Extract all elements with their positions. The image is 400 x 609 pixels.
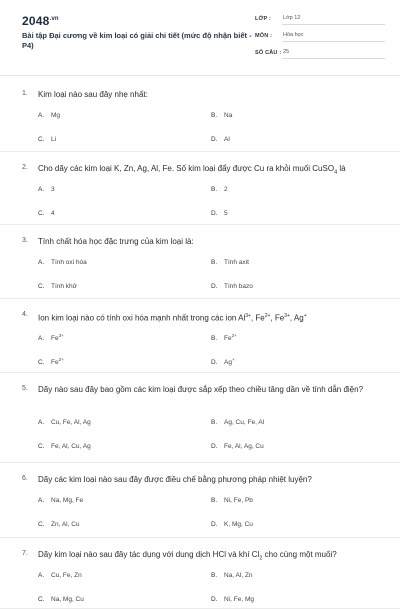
question-item: [0, 225, 400, 299]
option-letter: D.: [211, 283, 218, 290]
answer-option-c[interactable]: [38, 521, 80, 528]
option-text: $Fe^{2+}$: [224, 333, 237, 343]
option-text: Na: [224, 112, 233, 119]
question-number: 5.: [22, 385, 28, 392]
question-item: [0, 78, 400, 152]
option-text: 5: [224, 210, 228, 217]
option-text: $Fe^{2+}$: [51, 357, 64, 367]
option-text: $Fe^{3+}$: [51, 333, 64, 343]
question-header: [0, 373, 400, 396]
answer-option-a[interactable]: [38, 333, 64, 342]
question-text: Kim loại nào sau đây nhẹ nhất:: [38, 90, 148, 99]
answer-option-a[interactable]: [38, 259, 87, 266]
meta-row-class: [255, 14, 385, 31]
meta-underline: [282, 58, 385, 59]
document-title: Bài tập Đại cương về kim loại có giải chi tiết (mức độ nhận biết - P4): [22, 31, 252, 50]
answer-option-d[interactable]: [211, 443, 264, 450]
option-letter: B.: [211, 259, 218, 266]
answer-option-d[interactable]: [211, 283, 253, 290]
option-text: Tính axit: [224, 259, 249, 266]
worksheet-header: [0, 0, 400, 76]
option-letter: A.: [38, 497, 45, 504]
answer-option-c[interactable]: [38, 443, 91, 450]
option-text: Ag+: [224, 357, 235, 367]
meta-value: 25: [283, 49, 290, 55]
option-text: 4: [51, 210, 55, 217]
option-text: Mg: [51, 112, 61, 119]
option-text: 2: [224, 186, 228, 193]
question-item: [0, 299, 400, 373]
question-item: [0, 538, 400, 609]
answer-option-a[interactable]: [38, 112, 60, 119]
answer-option-a[interactable]: [38, 419, 91, 426]
header-divider: [0, 75, 400, 76]
option-letter: D.: [211, 136, 218, 143]
meta-key: SỐ CÂU :: [255, 50, 282, 56]
option-text: Cu, Fe, Al, Ag: [51, 419, 91, 426]
option-letter: D.: [211, 359, 218, 367]
answer-option-c[interactable]: [38, 210, 55, 217]
question-header: [0, 152, 400, 179]
question-text: Dãy các kim loại nào sau đây được điều chế bằng phương pháp nhiệt luyện?: [38, 475, 312, 484]
answer-option-b[interactable]: [211, 112, 232, 119]
answer-option-d[interactable]: [211, 136, 230, 143]
question-header: [0, 463, 400, 486]
answer-option-c[interactable]: [38, 136, 56, 143]
logo-suffix: .vn: [49, 16, 59, 22]
option-text: Ni, Fe, Pb: [224, 497, 253, 504]
option-letter: A.: [38, 419, 45, 426]
meta-row-subject: [255, 31, 385, 48]
meta-key: MÔN :: [255, 33, 273, 39]
answer-option-d[interactable]: [211, 210, 228, 217]
answer-option-b[interactable]: [211, 497, 253, 504]
option-text: Na, Mg, Cu: [51, 596, 84, 603]
option-text: Zn, Al, Cu: [51, 521, 80, 528]
option-text: Fe, Al, Cu, Ag: [51, 443, 91, 450]
option-letter: C.: [38, 210, 45, 217]
option-text: Tính bazo: [224, 283, 253, 290]
option-letter: D.: [211, 596, 218, 603]
question-text: Dãy nào sau đây bao gồm các kim loại được sắp xếp theo chiều tăng dần về tính dẫn điện?: [38, 385, 364, 394]
question-item: [0, 463, 400, 538]
meta-value: Lớp 12: [283, 15, 301, 21]
question-number: 4.: [22, 311, 28, 318]
option-letter: C.: [38, 359, 45, 367]
option-text: Cu, Fe, Zn: [51, 572, 82, 579]
option-letter: D.: [211, 521, 218, 528]
option-letter: A.: [38, 112, 45, 119]
question-header: [0, 225, 400, 248]
answer-option-b[interactable]: [211, 419, 264, 426]
question-number: 7.: [22, 550, 28, 557]
option-text: Li: [51, 136, 57, 143]
meta-underline: [282, 24, 385, 25]
meta-key: LỚP :: [255, 16, 271, 22]
question-item: [0, 373, 400, 463]
option-text: Al: [224, 136, 230, 143]
question-header: [0, 299, 400, 325]
answer-option-b[interactable]: [211, 186, 228, 193]
option-text: Fe, Al, Ag, Cu: [224, 443, 264, 450]
option-letter: B.: [211, 572, 218, 579]
answer-option-c[interactable]: [38, 357, 64, 366]
question-text: Ion kim loại nào có tính oxi hóa mạnh nhất trong các ion $Al^{3+}$, $Fe^{2+}$, $Fe^{3+}$, Ag+: [38, 313, 307, 323]
option-text: Ni, Fe, Mg: [224, 596, 254, 603]
option-text: Tính oxi hóa: [51, 259, 87, 266]
answer-option-a[interactable]: [38, 497, 83, 504]
logo-number: 2048: [22, 14, 50, 28]
question-header: [0, 78, 400, 101]
question-list: [0, 78, 400, 609]
answer-option-d[interactable]: [211, 521, 253, 528]
option-letter: B.: [211, 497, 218, 504]
answer-option-b[interactable]: [211, 259, 249, 266]
question-number: 3.: [22, 237, 28, 244]
option-letter: A.: [38, 572, 45, 579]
option-letter: B.: [211, 419, 218, 426]
question-header: [0, 538, 400, 565]
option-letter: A.: [38, 335, 45, 343]
option-text: 3: [51, 186, 55, 193]
option-text: Na, Mg, Fe: [51, 497, 84, 504]
option-letter: A.: [38, 259, 45, 266]
meta-panel: [255, 14, 385, 65]
option-text: Ag, Cu, Fe, Al: [224, 419, 265, 426]
option-letter: D.: [211, 210, 218, 217]
option-letter: B.: [211, 112, 218, 119]
option-text: Tính khử: [51, 283, 78, 290]
option-letter: C.: [38, 136, 45, 143]
meta-value: Hóa học: [283, 32, 304, 38]
option-letter: C.: [38, 443, 45, 450]
option-letter: C.: [38, 521, 45, 528]
question-number: 2.: [22, 164, 28, 171]
option-text: K, Mg, Cu: [224, 521, 253, 528]
option-letter: D.: [211, 443, 218, 450]
option-text: Na, Al, Zn: [224, 572, 253, 579]
question-number: 6.: [22, 475, 28, 482]
answer-option-b[interactable]: [211, 572, 253, 579]
option-letter: C.: [38, 596, 45, 603]
option-letter: C.: [38, 283, 45, 290]
answer-option-a[interactable]: [38, 186, 55, 193]
meta-row-count: [255, 48, 385, 65]
option-letter: B.: [211, 335, 218, 343]
answer-option-d[interactable]: [211, 357, 235, 366]
question-item: [0, 152, 400, 225]
question-number: 1.: [22, 90, 28, 97]
option-letter: A.: [38, 186, 45, 193]
option-letter: B.: [211, 186, 218, 193]
question-text: Tính chất hóa học đặc trưng của kim loại là:: [38, 237, 194, 246]
answer-option-c[interactable]: [38, 283, 77, 290]
site-logo[interactable]: [22, 14, 59, 28]
answer-option-a[interactable]: [38, 572, 82, 579]
answer-option-b[interactable]: [211, 333, 237, 342]
question-text: Cho dãy các kim loại K, Zn, Ag, Al, Fe. Số kim loại đẩy được Cu ra khỏi muối CuSO$_4$ là: [38, 164, 346, 176]
meta-underline: [282, 41, 385, 42]
question-text: Dãy kim loại nào sau đây tác dụng với dung dịch HCl và khí $Cl_2$ cho cùng một muối?: [38, 550, 337, 562]
